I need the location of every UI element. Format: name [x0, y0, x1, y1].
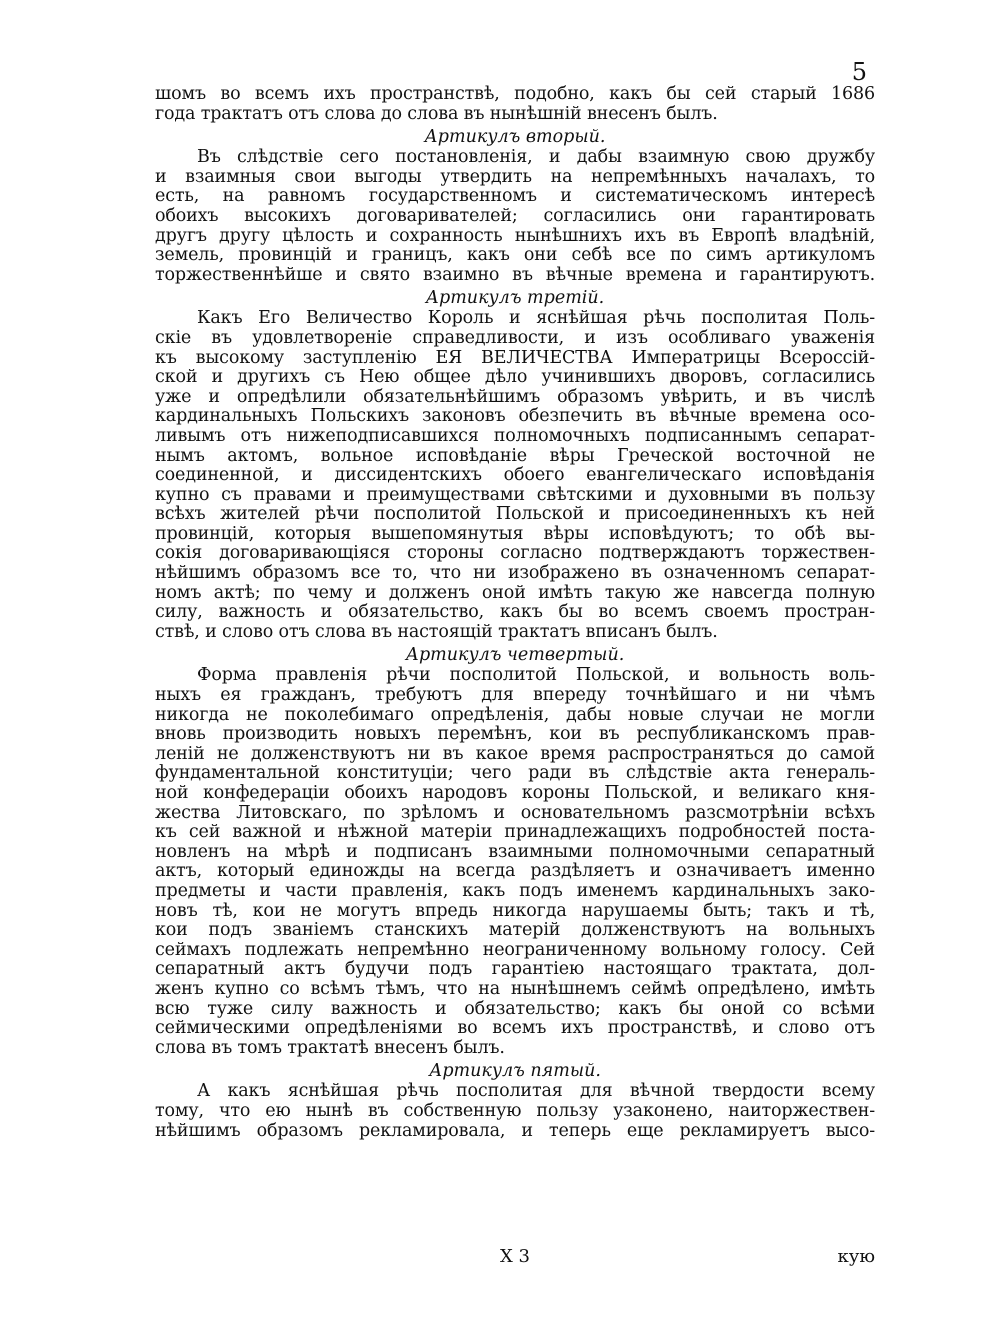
article-4-body [155, 666, 875, 1058]
text-line: всю туже силу важность и обязательство; какъ бы оной со всѣми [155, 998, 875, 1019]
text-line: Форма правленія рѣчи посполитой Польской, и вольность воль- [197, 665, 875, 686]
page-footer [155, 1246, 875, 1270]
text-line: новленъ на мѣрѣ и подписанъ взаимными полномочными сепаратный [155, 841, 875, 862]
text-line: А какъ яснѣйшая рѣчь посполитая для вѣчной твердости всему [197, 1081, 875, 1102]
text-line: нѣйшимъ образомъ рекламировала, и теперь еще рекламируетъ высо- [155, 1120, 875, 1141]
article-2-heading: Артикулъ вторый. [424, 127, 606, 148]
text-line: торжественнѣйше и свято взаимно въ вѣчные времена и гарантируютъ. [155, 264, 875, 285]
text-line: сокія договаривающіяся стороны согласно подтверждаютъ торжествен- [155, 543, 875, 564]
page-number: 5 [851, 58, 867, 86]
text-line: ныхъ ея гражданъ, требуютъ для впереду точнѣйшаго и ни чѣмъ [155, 685, 875, 706]
text-line: скіе въ удовлетвореніе справедливости, и изъ особливаго уваженія [155, 327, 875, 348]
text-line: къ высокому заступленію ЕЯ ВЕЛИЧЕСТВА Императрицы Всероссій- [155, 347, 875, 368]
text-line: никогда не поколебимаго опредѣленія, дабы новые случаи не могли [155, 704, 875, 725]
text-line: года трактатъ отъ слова до слова въ нынѣшній внесенъ былъ. [155, 103, 718, 124]
text-line: ной конфедераціи обоихъ народовъ короны Польской, и великаго кня- [155, 783, 875, 803]
text-line: обоихъ высокихъ договаривателей; согласились они гарантировать [155, 205, 875, 226]
text-line: ствѣ, и слово отъ слова въ настоящій трактатъ вписанъ былъ. [155, 621, 718, 642]
text-line: земель, провинцій и границъ, какъ они себѣ все по симъ артикуломъ [155, 245, 875, 266]
text-line: шомъ во всемъ ихъ пространствѣ, подобно, какъ бы сей старый 1686 [155, 84, 875, 104]
text-line: тому, что ею нынѣ въ собственную пользу узаконено, наиторжествен- [155, 1100, 875, 1121]
text-line: женъ купно со всѣмъ тѣмъ, что на нынѣшнемъ сеймѣ опредѣлено, имѣть [155, 978, 875, 999]
text-line: фундаментальной конституціи; чего ради въ слѣдствіе акта генераль- [155, 763, 875, 784]
text-line: вновь производить новыхъ перемѣнъ, кои въ республиканскомъ прав- [155, 724, 875, 745]
page-body [155, 85, 875, 1141]
text-line: всѣхъ жителей рѣчи посполитой Польской и присоединенныхъ къ ней [155, 504, 875, 525]
text-line: кардинальныхъ Польскихъ законовъ обезпечить въ вѣчные времена осо- [155, 406, 875, 427]
text-line: нымъ актомъ, вольное исповѣданіе вѣры Греческой восточной не [155, 445, 875, 466]
article-3-body [155, 309, 875, 642]
text-line: жества Литовскаго, по зрѣломъ и основательномъ разсмотрѣніи всѣхъ [155, 802, 875, 823]
text-line: силу, важность и обязательство, какъ бы во всемъ своемъ простран- [155, 602, 875, 623]
text-line: сепаратный актъ будучи подъ гарантіею настоящаго трактата, дол- [155, 959, 875, 980]
text-line: ливымъ отъ нижеподписавшихся полномочныхъ подписаннымъ сепарат- [155, 425, 875, 446]
text-line: къ сей важной и нѣжной матеріи принадлежащихъ подробностей поста- [155, 822, 875, 843]
text-line: кои подъ званіемъ станскихъ матерій долженствуютъ на вольныхъ [155, 920, 875, 941]
text-line: номъ актѣ; по чему и долженъ оной имѣть такую же навсегда полную [155, 582, 875, 603]
text-line: сеймахъ подлежать непремѣнно неограниченному вольному голосу. Сей [155, 939, 875, 960]
text-line: Въ слѣдствіе сего постановленія, и дабы взаимную свою дружбу [197, 147, 875, 168]
text-line: другъ другу цѣлость и сохранность нынѣшнихъ ихъ въ Европѣ владѣній, [155, 225, 875, 246]
text-line: нѣйшимъ образомъ все то, что ни изображено въ означенномъ сепарат- [155, 563, 875, 584]
text-line: ской и другихъ съ Нею общее дѣло учинившихъ дворовъ, согласились [155, 367, 875, 388]
text-line: соединенной, и диссидентскихъ обоего евангелическаго исповѣданія [155, 465, 875, 486]
article-5-heading: Артикулъ пятый. [429, 1061, 601, 1082]
text-line: уже и опредѣлили обязательнѣйшимъ образомъ увѣрить, и въ числѣ [155, 386, 875, 407]
text-line: Какъ Его Величество Король и яснѣйшая рѣчь посполитая Поль- [197, 308, 875, 329]
text-line: актъ, который единожды на всегда раздѣляетъ и означиваетъ именно [155, 861, 875, 882]
text-line: есть, на равномъ государственномъ и систематическомъ интересѣ [155, 186, 875, 207]
text-line: новъ тѣ, кои не могутъ впредь никогда нарушаемы быть; такъ и тѣ, [155, 900, 875, 921]
text-line: слова въ томъ трактатѣ внесенъ былъ. [155, 1037, 505, 1058]
article-5-body [155, 1082, 875, 1141]
text-line: леній не долженствуютъ ни въ какое время распространяться до самой [155, 743, 875, 764]
text-line: сеймическими опредѣленіями во всемъ ихъ пространствѣ, и слово отъ [155, 1018, 875, 1039]
text-line: купно съ правами и преимуществами свѣтскими и духовными въ пользу [155, 484, 875, 505]
paragraph-continuation [155, 85, 875, 124]
article-2-body [155, 148, 875, 285]
signature-mark: X 3 [500, 1246, 530, 1267]
article-4-heading: Артикулъ четвертый. [405, 645, 625, 666]
text-line: и взаимныя свои выгоды утвердить на непремѣнныхъ началахъ, то [155, 166, 875, 187]
article-3-heading: Артикулъ третій. [425, 288, 605, 309]
text-line: предметы и части правленія, какъ подъ именемъ кардинальныхъ зако- [155, 880, 875, 901]
catchword: кую [837, 1246, 875, 1267]
text-line: провинцій, которыя вышепомянутыя вѣры исповѣдуютъ; то обѣ вы- [155, 523, 875, 544]
